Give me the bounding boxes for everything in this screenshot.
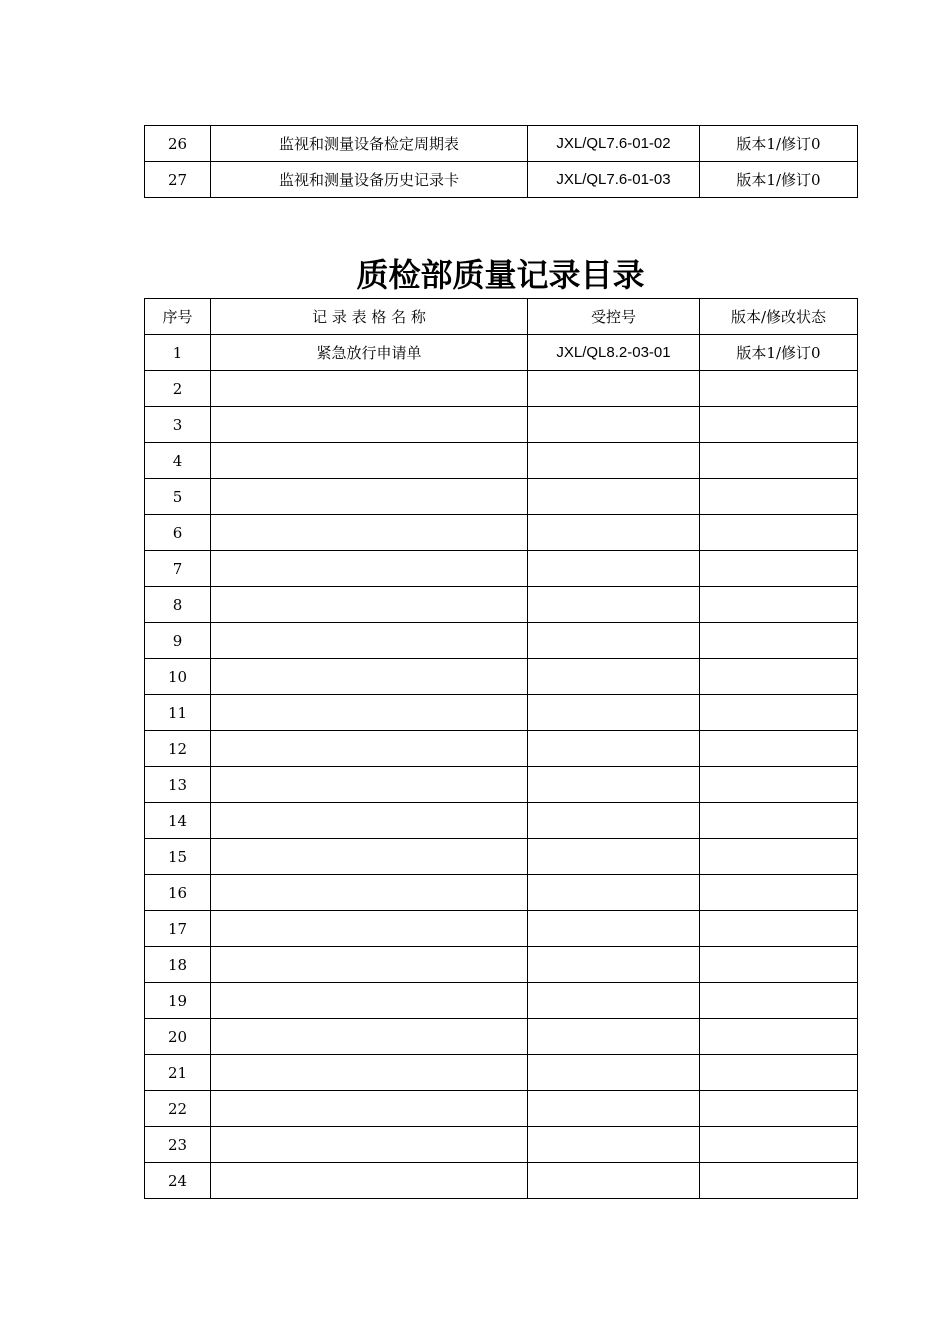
continued-records-body <box>145 126 858 198</box>
record-form-name <box>211 803 528 839</box>
version-status <box>700 551 858 587</box>
quality-records-table <box>144 298 858 1199</box>
table-row <box>145 1127 858 1163</box>
record-form-name: 监视和测量设备检定周期表 <box>211 126 528 162</box>
row-number: 1 <box>145 335 211 371</box>
record-form-name <box>211 695 528 731</box>
control-number <box>528 551 700 587</box>
version-status <box>700 1163 858 1199</box>
control-number <box>528 1163 700 1199</box>
control-number <box>528 983 700 1019</box>
record-form-name <box>211 623 528 659</box>
row-number: 18 <box>145 947 211 983</box>
control-number <box>528 407 700 443</box>
row-number: 20 <box>145 1019 211 1055</box>
control-number <box>528 479 700 515</box>
table-row <box>145 623 858 659</box>
version-status <box>700 839 858 875</box>
version-status <box>700 911 858 947</box>
version-status <box>700 587 858 623</box>
version-status <box>700 1055 858 1091</box>
record-form-name <box>211 1163 528 1199</box>
table-row <box>145 839 858 875</box>
version-status: 版本1/修订0 <box>700 335 858 371</box>
record-form-name <box>211 551 528 587</box>
version-status <box>700 515 858 551</box>
control-number <box>528 623 700 659</box>
row-number: 13 <box>145 767 211 803</box>
table-row <box>145 1091 858 1127</box>
header-serial-number: 序号 <box>145 299 211 335</box>
control-number <box>528 1055 700 1091</box>
row-number: 6 <box>145 515 211 551</box>
control-number <box>528 371 700 407</box>
record-form-name <box>211 875 528 911</box>
table-row <box>145 443 858 479</box>
version-status <box>700 767 858 803</box>
table-header-row <box>145 299 858 335</box>
version-status <box>700 983 858 1019</box>
record-form-name <box>211 1091 528 1127</box>
table-row <box>145 407 858 443</box>
continued-records-table <box>144 125 858 198</box>
row-number: 16 <box>145 875 211 911</box>
version-status <box>700 1019 858 1055</box>
table-row <box>145 695 858 731</box>
record-form-name <box>211 371 528 407</box>
table-row <box>145 911 858 947</box>
quality-records-body <box>145 299 858 1199</box>
table-row <box>145 731 858 767</box>
row-number: 15 <box>145 839 211 875</box>
row-number: 10 <box>145 659 211 695</box>
row-number: 2 <box>145 371 211 407</box>
control-number <box>528 839 700 875</box>
record-form-name <box>211 407 528 443</box>
table-row <box>145 767 858 803</box>
table-row <box>145 162 858 198</box>
header-record-form-name: 记 录 表 格 名 称 <box>211 299 528 335</box>
row-number: 24 <box>145 1163 211 1199</box>
table-row <box>145 1163 858 1199</box>
table-row <box>145 947 858 983</box>
record-form-name <box>211 515 528 551</box>
version-status: 版本1/修订0 <box>700 162 858 198</box>
row-number: 14 <box>145 803 211 839</box>
row-number: 21 <box>145 1055 211 1091</box>
version-status <box>700 947 858 983</box>
row-number: 23 <box>145 1127 211 1163</box>
row-number: 19 <box>145 983 211 1019</box>
table-row <box>145 983 858 1019</box>
table-row <box>145 587 858 623</box>
record-form-name <box>211 479 528 515</box>
version-status <box>700 407 858 443</box>
table-row <box>145 1055 858 1091</box>
record-form-name <box>211 839 528 875</box>
control-number <box>528 875 700 911</box>
control-number <box>528 803 700 839</box>
page-title: 质检部质量记录目录 <box>356 256 645 294</box>
table-row <box>145 803 858 839</box>
record-form-name <box>211 731 528 767</box>
control-number <box>528 515 700 551</box>
control-number <box>528 767 700 803</box>
version-status <box>700 443 858 479</box>
table-row <box>145 335 858 371</box>
control-number <box>528 587 700 623</box>
version-status: 版本1/修订0 <box>700 126 858 162</box>
control-number <box>528 659 700 695</box>
version-status <box>700 479 858 515</box>
table-row <box>145 515 858 551</box>
row-number: 22 <box>145 1091 211 1127</box>
control-number <box>528 443 700 479</box>
control-number <box>528 947 700 983</box>
version-status <box>700 731 858 767</box>
record-form-name <box>211 1055 528 1091</box>
row-number: 4 <box>145 443 211 479</box>
row-number: 7 <box>145 551 211 587</box>
control-number <box>528 1091 700 1127</box>
version-status <box>700 803 858 839</box>
record-form-name <box>211 911 528 947</box>
record-form-name <box>211 983 528 1019</box>
control-number <box>528 731 700 767</box>
control-number: JXL/QL7.6-01-03 <box>528 162 700 198</box>
table-row <box>145 659 858 695</box>
control-number: JXL/QL7.6-01-02 <box>528 126 700 162</box>
control-number: JXL/QL8.2-03-01 <box>528 335 700 371</box>
version-status <box>700 695 858 731</box>
row-number: 27 <box>145 162 211 198</box>
table-row <box>145 371 858 407</box>
record-form-name: 监视和测量设备历史记录卡 <box>211 162 528 198</box>
table-row <box>145 126 858 162</box>
control-number <box>528 1127 700 1163</box>
row-number: 12 <box>145 731 211 767</box>
table-row <box>145 875 858 911</box>
row-number: 5 <box>145 479 211 515</box>
control-number <box>528 695 700 731</box>
table-row <box>145 551 858 587</box>
record-form-name <box>211 443 528 479</box>
row-number: 3 <box>145 407 211 443</box>
version-status <box>700 371 858 407</box>
header-version-status: 版本/修改状态 <box>700 299 858 335</box>
version-status <box>700 1127 858 1163</box>
control-number <box>528 911 700 947</box>
record-form-name <box>211 947 528 983</box>
record-form-name <box>211 1019 528 1055</box>
record-form-name <box>211 1127 528 1163</box>
record-form-name <box>211 659 528 695</box>
record-form-name <box>211 587 528 623</box>
record-form-name: 紧急放行申请单 <box>211 335 528 371</box>
version-status <box>700 659 858 695</box>
row-number: 26 <box>145 126 211 162</box>
version-status <box>700 623 858 659</box>
row-number: 9 <box>145 623 211 659</box>
row-number: 8 <box>145 587 211 623</box>
row-number: 11 <box>145 695 211 731</box>
record-form-name <box>211 767 528 803</box>
row-number: 17 <box>145 911 211 947</box>
table-row <box>145 479 858 515</box>
table-row <box>145 1019 858 1055</box>
header-control-number: 受控号 <box>528 299 700 335</box>
version-status <box>700 1091 858 1127</box>
version-status <box>700 875 858 911</box>
control-number <box>528 1019 700 1055</box>
